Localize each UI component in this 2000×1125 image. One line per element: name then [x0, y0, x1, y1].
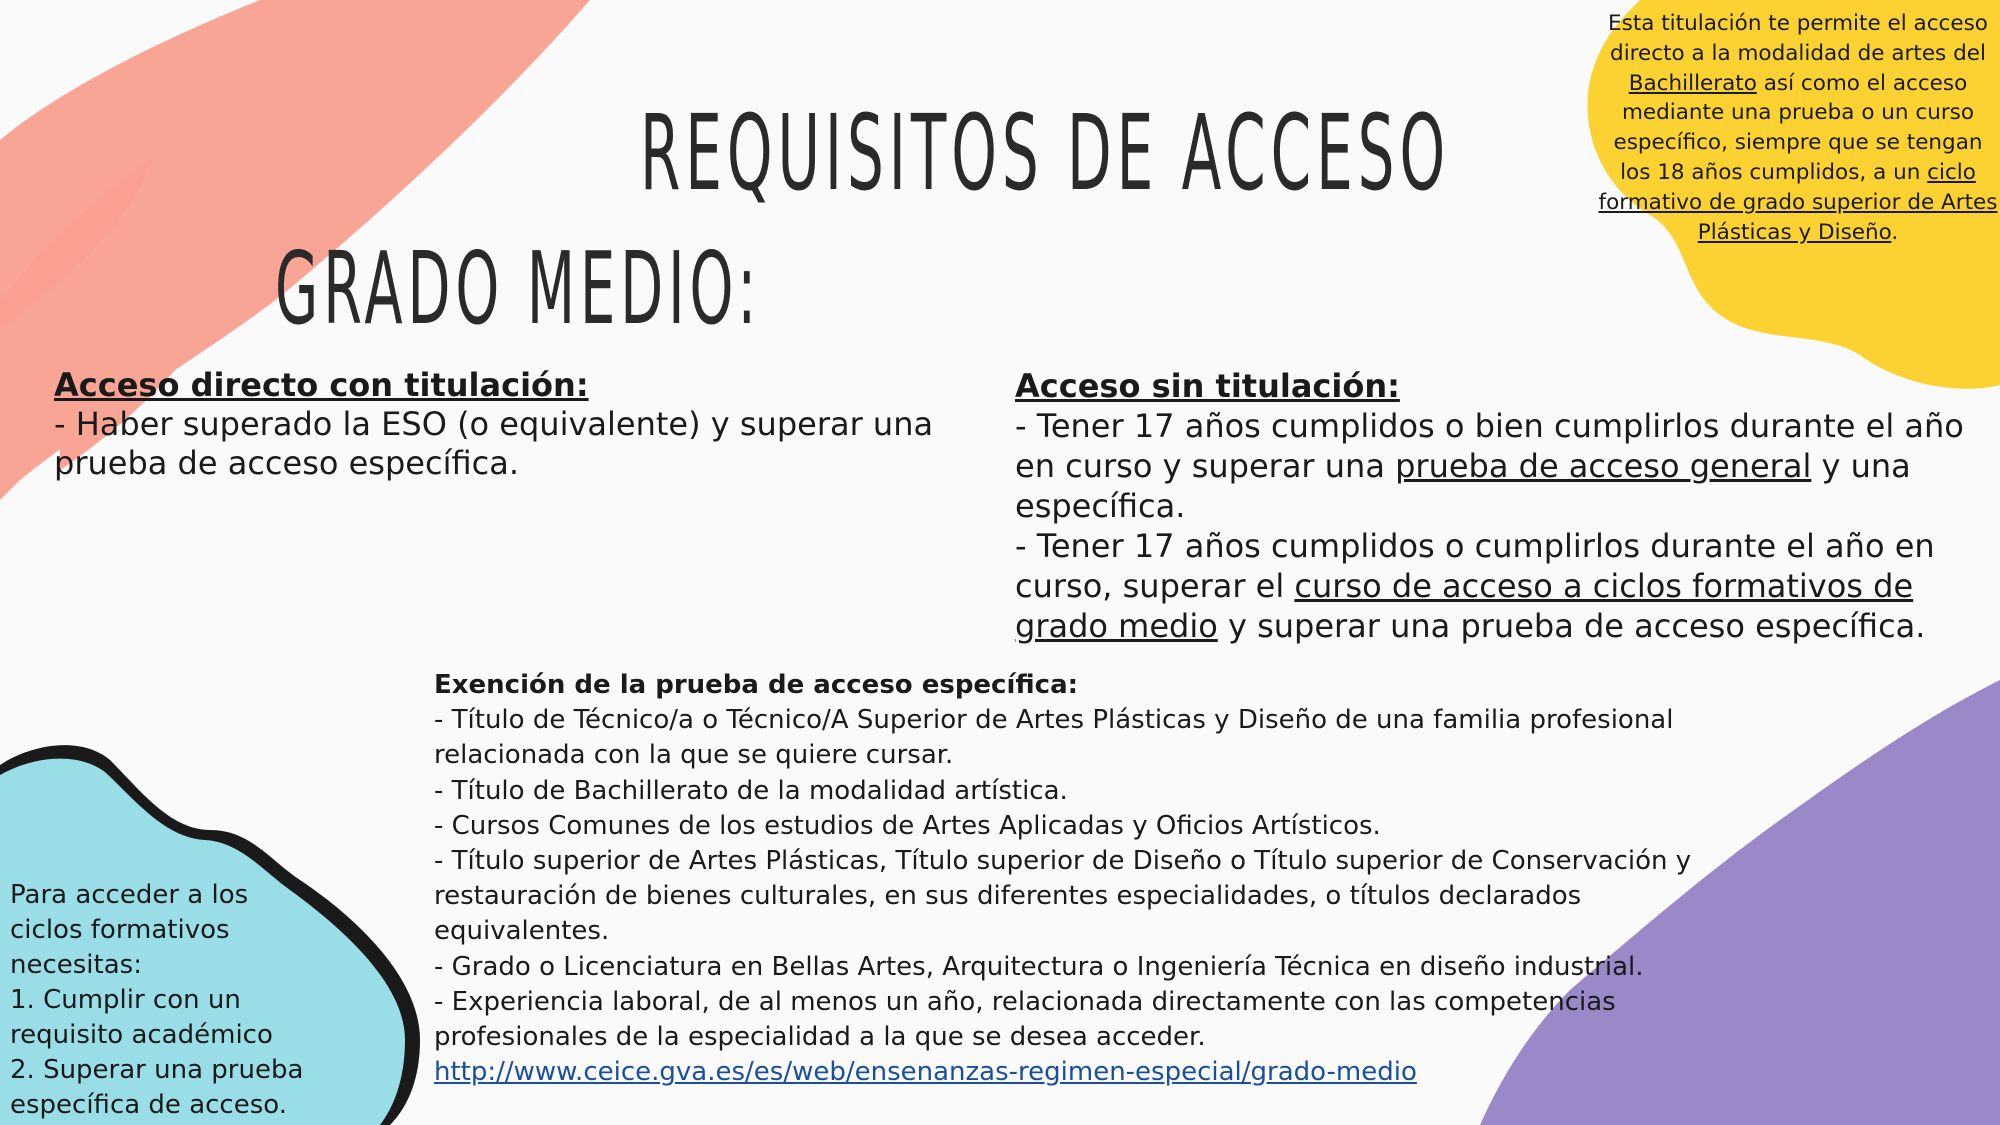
cyan-note — [10, 878, 310, 1123]
exemption-item: - Título de Bachillerato de la modalidad artística. — [434, 775, 1068, 806]
no-title-access-section — [1015, 366, 1990, 646]
page-subtitle: GRADO MEDIO: — [275, 230, 762, 347]
cyan-note-intro: Para acceder a los ciclos formativos necesitas: — [10, 880, 249, 980]
direct-access-text: - Haber superado la ESO (o equivalente) y superar una prueba de acceso específica. — [54, 405, 934, 482]
yellow-note — [1598, 9, 1998, 247]
exemption-heading: Exención de la prueba de acceso específica: — [434, 670, 1079, 700]
exemption-item: - Título de Técnico/a o Técnico/A Superior de Artes Plásticas y Diseño de una familia profesional relacionada con la que se quiere cursar. — [434, 705, 1674, 771]
exemption-item: - Grado o Licenciatura en Bellas Artes, Arquitectura o Ingeniería Técnica en diseño industrial. — [434, 951, 1644, 982]
bachillerato-link[interactable]: Bachillerato — [1628, 70, 1757, 96]
exemption-item: - Experiencia laboral, de al menos un año, relacionada directamente con las competencias profesionales de la especialidad a la que se desea acceder. — [434, 986, 1616, 1053]
direct-access-heading: Acceso directo con titulación: — [54, 366, 589, 404]
exemption-item: - Título superior de Artes Plásticas, Título superior de Diseño o Título superior de Conservación y restauración de bienes culturales, en sus diferentes especialidades, o títulos declarados equivalentes. — [434, 846, 1692, 947]
yellow-note-text — [1598, 9, 1998, 247]
yellow-note-post: . — [1891, 219, 1899, 245]
general-test-link[interactable]: prueba de acceso general — [1395, 447, 1812, 485]
item-2-text-pre: - Tener 17 años cumplidos o cumplirlos durante el año en curso, superar el — [1015, 527, 1935, 605]
higher-cycle-link[interactable]: ciclo formativo de grado superior de Artes Plásticas y Diseño — [1598, 159, 1998, 245]
item-1-text-post: y una específica. — [1015, 447, 1911, 525]
access-course-link[interactable]: curso de acceso a ciclos formativos de grado medio — [1015, 567, 1914, 645]
page-title: REQUISITOS DE ACCESO — [640, 92, 1451, 214]
ceice-url-link[interactable]: http://www.ceice.gva.es/es/web/ensenanzas-regimen-especial/grado-medio — [434, 1057, 1417, 1088]
no-title-access-item-1 — [1015, 406, 1990, 526]
item-2-text-post: y superar una prueba de acceso específica. — [1217, 607, 1926, 645]
item-1-text-pre: - Tener 17 años cumplidos o bien cumplirlos durante el año en curso y superar una — [1015, 407, 1964, 485]
exemption-section — [434, 668, 1734, 1090]
exemption-item: - Cursos Comunes de los estudios de Artes Aplicadas y Oficios Artísticos. — [434, 810, 1381, 841]
direct-access-section — [54, 366, 974, 483]
cyan-note-step-2: 2. Superar una prueba específica de acceso. — [10, 1055, 304, 1120]
yellow-note-mid: así como el acceso mediante una prueba o un curso específico, siempre que se tengan los 18 años cumplidos, a un — [1613, 70, 1983, 185]
no-title-access-item-2 — [1015, 526, 1990, 646]
yellow-note-pre: Esta titulación te permite el acceso directo a la modalidad de artes del — [1608, 11, 1988, 66]
no-title-access-heading: Acceso sin titulación: — [1015, 367, 1400, 405]
cyan-note-step-1: 1. Cumplir con un requisito académico — [10, 985, 273, 1050]
